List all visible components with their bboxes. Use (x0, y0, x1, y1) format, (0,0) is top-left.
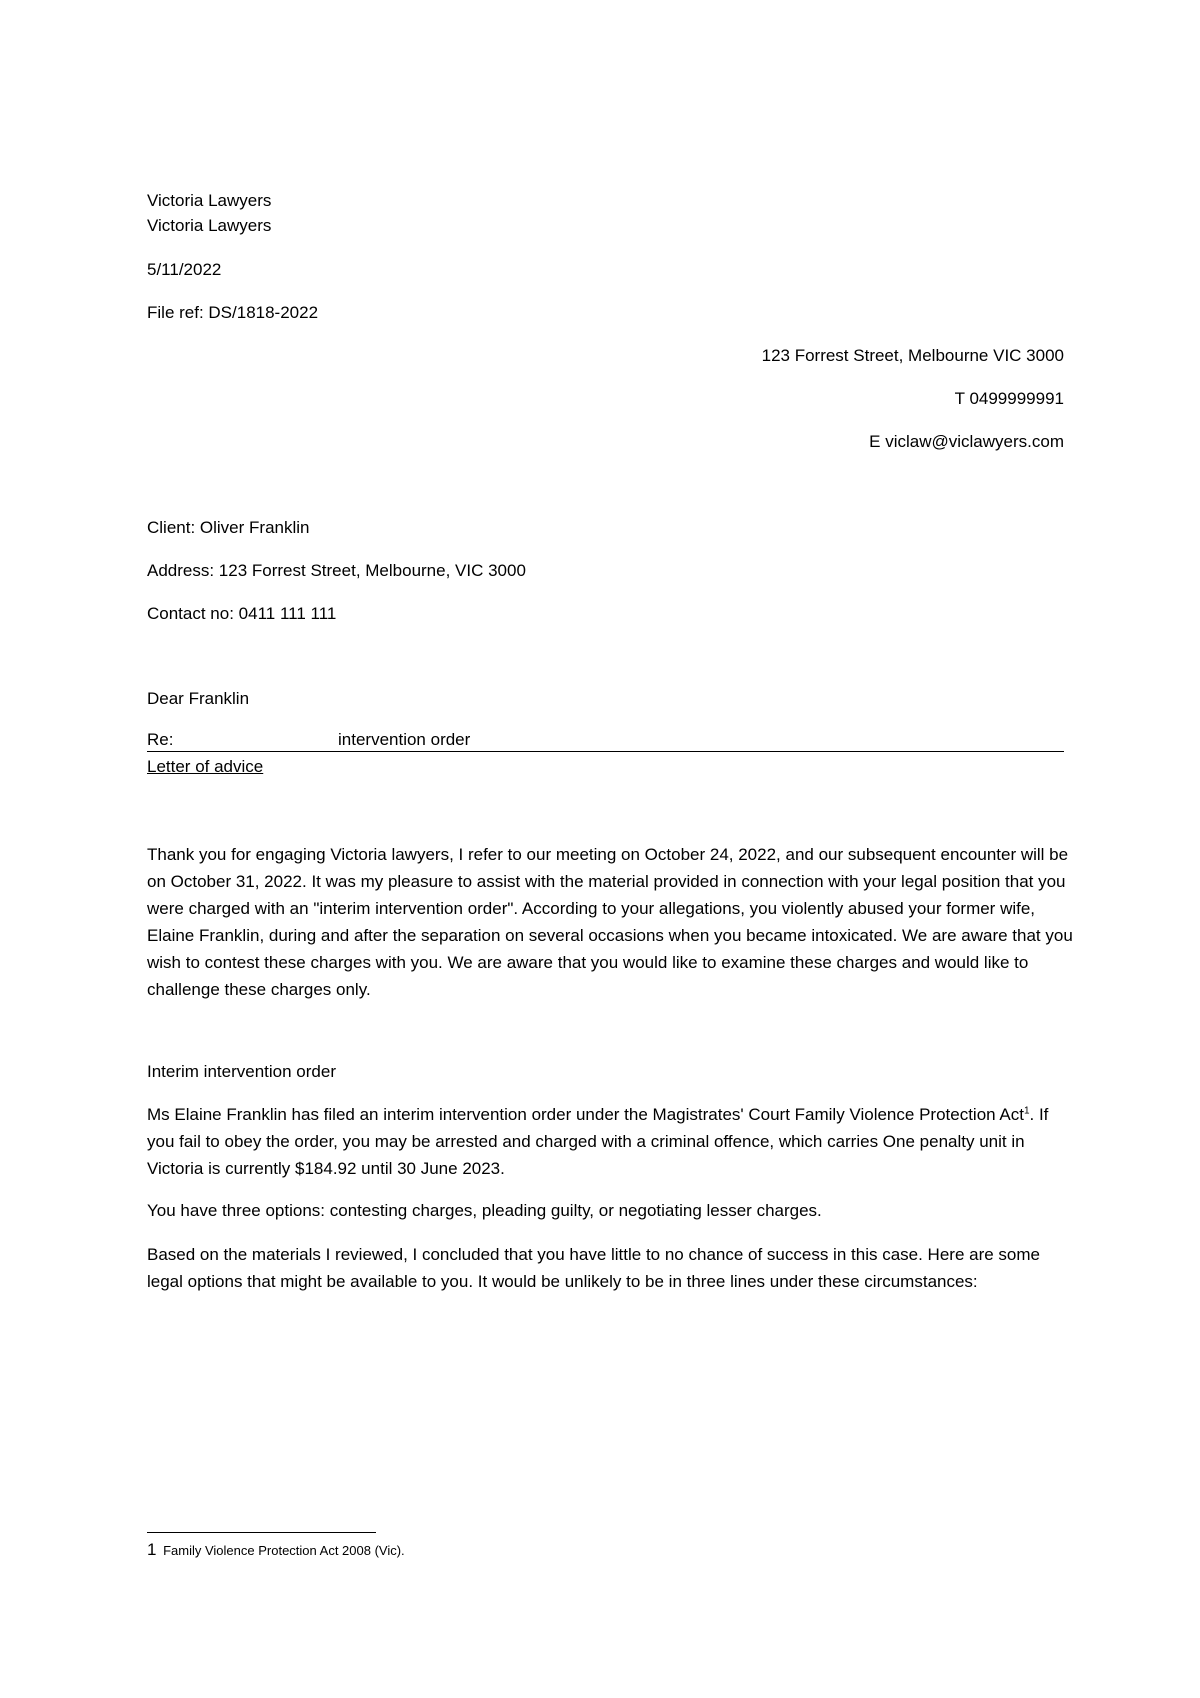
subject-subtitle: Letter of advice (147, 757, 264, 776)
assessment-paragraph (147, 1241, 1077, 1295)
intro-paragraph (147, 841, 1077, 1003)
salutation: Dear Franklin (147, 689, 250, 708)
subject-topic: intervention order (338, 730, 471, 749)
letter-date: 5/11/2022 (147, 260, 222, 279)
client-address: Address: 123 Forrest Street, Melbourne, VIC 3000 (147, 561, 526, 580)
footnote-ref: 1 (1023, 1105, 1030, 1117)
client-contact: Contact no: 0411 111 111 (147, 604, 337, 623)
firm-phone: T 0499999991 (954, 389, 1064, 408)
order-text (147, 1101, 1077, 1182)
footnote-number: 1 (147, 1540, 157, 1559)
order-text-part1: Ms Elaine Franklin has filed an interim intervention order under the Magistrates' Court Family Violence Protection Act (147, 1105, 1024, 1124)
firm-email: E viclaw@viclawyers.com (869, 432, 1064, 451)
firm-name-repeat: Victoria Lawyers (147, 216, 272, 235)
subject-re-label: Re: (147, 730, 174, 749)
footnote-text: Family Violence Protection Act 2008 (Vic). (163, 1543, 405, 1558)
options-text: You have three options: contesting charges, pleading guilty, or negotiating lesser charges. (147, 1201, 822, 1220)
footnote-divider (147, 1532, 376, 1533)
order-text-part2: . If you fail to obey the order, you may be arrested and charged with a criminal offence, which carries One penalty unit in Victoria is currently $184.92 until 30 June 2023. (147, 1105, 1049, 1178)
order-paragraph (147, 1101, 1077, 1182)
subject-line (147, 729, 1064, 752)
firm-name: Victoria Lawyers (147, 191, 272, 210)
firm-address: 123 Forrest Street, Melbourne VIC 3000 (761, 346, 1064, 365)
section-heading: Interim intervention order (147, 1062, 336, 1081)
footnote (147, 1541, 405, 1560)
intro-text: Thank you for engaging Victoria lawyers, I refer to our meeting on October 24, 2022, and our subsequent encounter will be on October 31, 2022. It was my pleasure to assist with the material provided in connection with your legal position that you were charged with an "interim intervention order". According to your allegations, you violently abused your former wife, Elaine Franklin, during and after the separation on several occasions when you became intoxicated. We are aware that you wish to contest these charges with you. We are aware that you would like to examine these charges and would like to challenge these charges only. (147, 845, 1073, 999)
client-name: Client: Oliver Franklin (147, 518, 310, 537)
file-reference: File ref: DS/1818-2022 (147, 303, 319, 322)
options-paragraph (147, 1197, 1077, 1224)
assessment-text: Based on the materials I reviewed, I concluded that you have little to no chance of success in this case. Here are some legal options that might be available to you. It would be unlikely to be in three lines under these circumstances: (147, 1245, 1040, 1291)
